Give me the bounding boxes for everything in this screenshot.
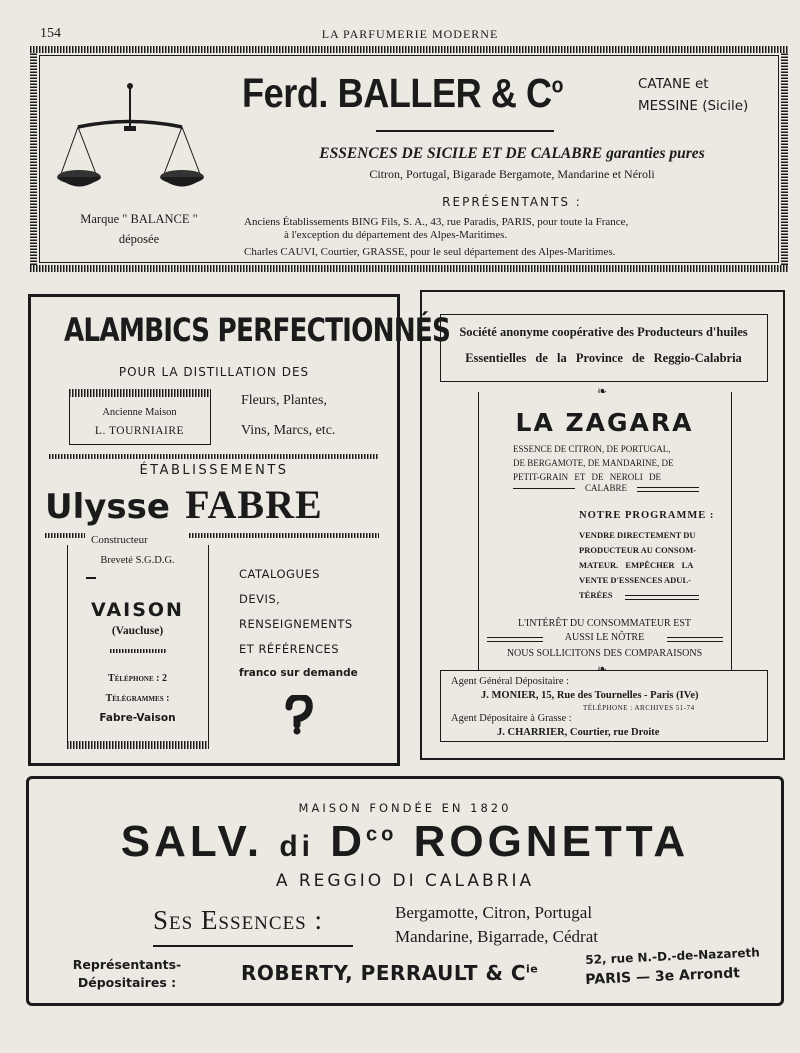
- alambics-headline: ALAMBICS PERFECTIONNÉS: [63, 311, 451, 349]
- hatched-border-bottom: [30, 265, 788, 272]
- journal-title: LA PARFUMERIE MODERNE: [321, 27, 499, 41]
- grasse-agent-line: J. CHARRIER, Courtier, rue Droite: [497, 727, 660, 738]
- uses-line-2: Vins, Marcs, etc.: [241, 423, 336, 438]
- rule: [153, 945, 353, 947]
- fabre-last-name: FABRE: [185, 482, 323, 527]
- distillation-subhead: POUR LA DISTILLATION DES: [118, 365, 310, 379]
- reps-name-text: ROBERTY, PERRAULT & C: [241, 961, 527, 985]
- hatched-rule: [189, 533, 379, 538]
- hatched-rule: [69, 389, 211, 397]
- uses-line-1: Fleurs, Plantes,: [241, 393, 327, 408]
- desc-line-3: PETIT-GRAIN ET DE NEROLI DE: [513, 472, 661, 482]
- essences-label: Ses Essences :: [153, 905, 323, 935]
- zagara-advertisement: [420, 290, 785, 760]
- mark-deposited: déposée: [118, 232, 160, 246]
- programme-line-2: PRODUCTEUR AU CONSOM-: [579, 545, 697, 555]
- ornament-icon: ❧: [596, 384, 608, 398]
- rule: [667, 637, 723, 642]
- constructeur-label: Constructeur: [91, 534, 148, 546]
- rognetta-name: [29, 817, 781, 867]
- baller-advertisement: [30, 46, 788, 274]
- programme-line-4: VENTE D'ESSENCES ADUL-: [579, 575, 691, 585]
- grasse-agent-label: Agent Dépositaire à Grasse :: [451, 713, 572, 724]
- divider: [376, 130, 554, 132]
- name-salv: SALV.: [120, 817, 264, 866]
- hatched-rule: [49, 454, 379, 459]
- former-house-label: Ancienne Maison: [102, 407, 177, 418]
- offer-devis: DEVIS,: [239, 592, 281, 606]
- etablissements-label: ÉTABLISSEMENTS: [139, 463, 289, 478]
- franco-note: franco sur demande: [239, 667, 358, 679]
- balance-scale-icon: [56, 82, 216, 202]
- desc-line-1: ESSENCE DE CITRON, DE PORTUGAL,: [513, 444, 671, 454]
- vaucluse-region: (Vaucluse): [111, 625, 164, 637]
- zagara-inner-panel: [478, 392, 732, 670]
- general-agent-line: J. MONIER, 15, Rue des Tournelles - Paris (IVe): [481, 690, 699, 701]
- name-di: di: [279, 830, 314, 863]
- representant-1-cont: à l'exception du département des Alpes-Maritimes.: [284, 229, 508, 241]
- representant-2: Charles CAUVI, Courtier, GRASSE, pour le seul département des Alpes-Maritimes.: [244, 246, 616, 258]
- company-name-text: Ferd. BALLER & C: [242, 70, 552, 116]
- desc-line-4: CALABRE: [584, 483, 627, 493]
- products-line: Citron, Portugal, Bigarade Bergamote, Mandarine et Néroli: [369, 167, 655, 181]
- programme-heading: NOTRE PROGRAMME :: [579, 510, 715, 521]
- programme-line-3: MATEUR. EMPÊCHER LA: [579, 560, 694, 570]
- dash: [86, 577, 96, 579]
- location-line-1: CATANE et: [638, 76, 709, 92]
- page-number: 154: [40, 26, 61, 41]
- agent-phone: TÉLÉPHONE : ARCHIVES 51-74: [583, 704, 695, 712]
- essences-line-2: Mandarine, Bigarrade, Cédrat: [395, 927, 598, 946]
- reggio-city: A REGGIO DI CALABRIA: [275, 871, 535, 891]
- hatched-rule: [45, 533, 85, 538]
- address-line-1: 52, rue N.-D.-de-Nazareth: [585, 945, 761, 967]
- alembic-ornament-icon: [281, 695, 315, 735]
- hatched-border-top: [30, 46, 788, 53]
- patent-label: Breveté S.G.D.G.: [100, 555, 175, 566]
- baller-company-name: [242, 70, 563, 117]
- address-line-2: PARIS — 3e Arrondt: [585, 965, 741, 988]
- ornament-icon: ❧: [596, 662, 608, 676]
- location-line-2: MESSINE (Sicile): [638, 98, 749, 114]
- founded-line: MAISON FONDÉE EN 1820: [298, 801, 512, 815]
- telephone-line: Téléphone : 2: [108, 673, 167, 684]
- former-house-name: L. TOURNIAIRE: [94, 425, 185, 437]
- desc-line-2: DE BERGAMOTE, DE MANDARINE, DE: [513, 458, 674, 468]
- telegram-label: Télégrammes :: [105, 693, 170, 704]
- society-line-1: Société anonyme coopérative des Producteurs d'huiles: [459, 325, 748, 339]
- vaison-city: VAISON: [91, 599, 184, 621]
- agents-box: [440, 670, 768, 742]
- zagara-brand: LA ZAGARA: [515, 408, 694, 437]
- interest-line-1: L'INTÉRÊT DU CONSOMMATEUR EST: [517, 618, 691, 629]
- name-rognetta: ROGNETTA: [413, 817, 690, 866]
- society-box: [440, 314, 768, 382]
- rule: [513, 488, 575, 492]
- interest-line-3: NOUS SOLLICITONS DES COMPARAISONS: [506, 648, 703, 659]
- fabre-first-name: Ulysse: [45, 487, 170, 527]
- offer-references: ET RÉFÉRENCES: [239, 642, 340, 656]
- name-co: co: [366, 823, 398, 846]
- representants-heading: REPRÉSENTANTS :: [442, 195, 582, 209]
- fabre-advertisement: [28, 294, 451, 766]
- general-agent-label: Agent Général Dépositaire :: [451, 676, 570, 687]
- hatched-rule: [110, 649, 166, 653]
- essences-headline: ESSENCES DE SICILE ET DE CALABRE garanties pures: [319, 145, 705, 162]
- offer-renseignements: RENSEIGNEMENTS: [239, 617, 353, 631]
- programme-line-5: TÉRÉES: [579, 590, 613, 600]
- interest-line-2: AUSSI LE NÔTRE: [564, 632, 645, 643]
- programme-line-1: VENDRE DIRECTEMENT DU: [579, 530, 696, 540]
- offer-catalogues: CATALOGUES: [239, 567, 320, 581]
- rognetta-advertisement: [26, 776, 784, 1006]
- hatched-rule: [67, 741, 209, 749]
- hatched-border-left: [30, 53, 37, 265]
- representatives-label: Représentants-: [72, 957, 182, 972]
- rule: [637, 487, 699, 492]
- fabre-name: [45, 481, 385, 528]
- society-line-2: Essentielles de la Province de Reggio-Calabria: [465, 351, 742, 365]
- depositaries-label: Dépositaires :: [77, 975, 177, 990]
- representant-1: Anciens Établissements BING Fils, S. A., 43, rue Paradis, PARIS, pour toute la France,: [244, 216, 629, 228]
- telegram-address: Fabre-Vaison: [99, 712, 176, 724]
- hatched-border-right: [781, 53, 788, 265]
- former-house-box: [69, 397, 211, 445]
- company-name-suffix: o: [551, 72, 564, 98]
- address-column: [67, 545, 209, 741]
- rule: [625, 595, 699, 600]
- reps-name-suffix: ie: [526, 962, 539, 976]
- name-d: D: [330, 817, 366, 866]
- mark-label: Marque " BALANCE ": [80, 212, 198, 226]
- essences-line-1: Bergamotte, Citron, Portugal: [395, 903, 593, 922]
- representatives-name: [241, 961, 538, 985]
